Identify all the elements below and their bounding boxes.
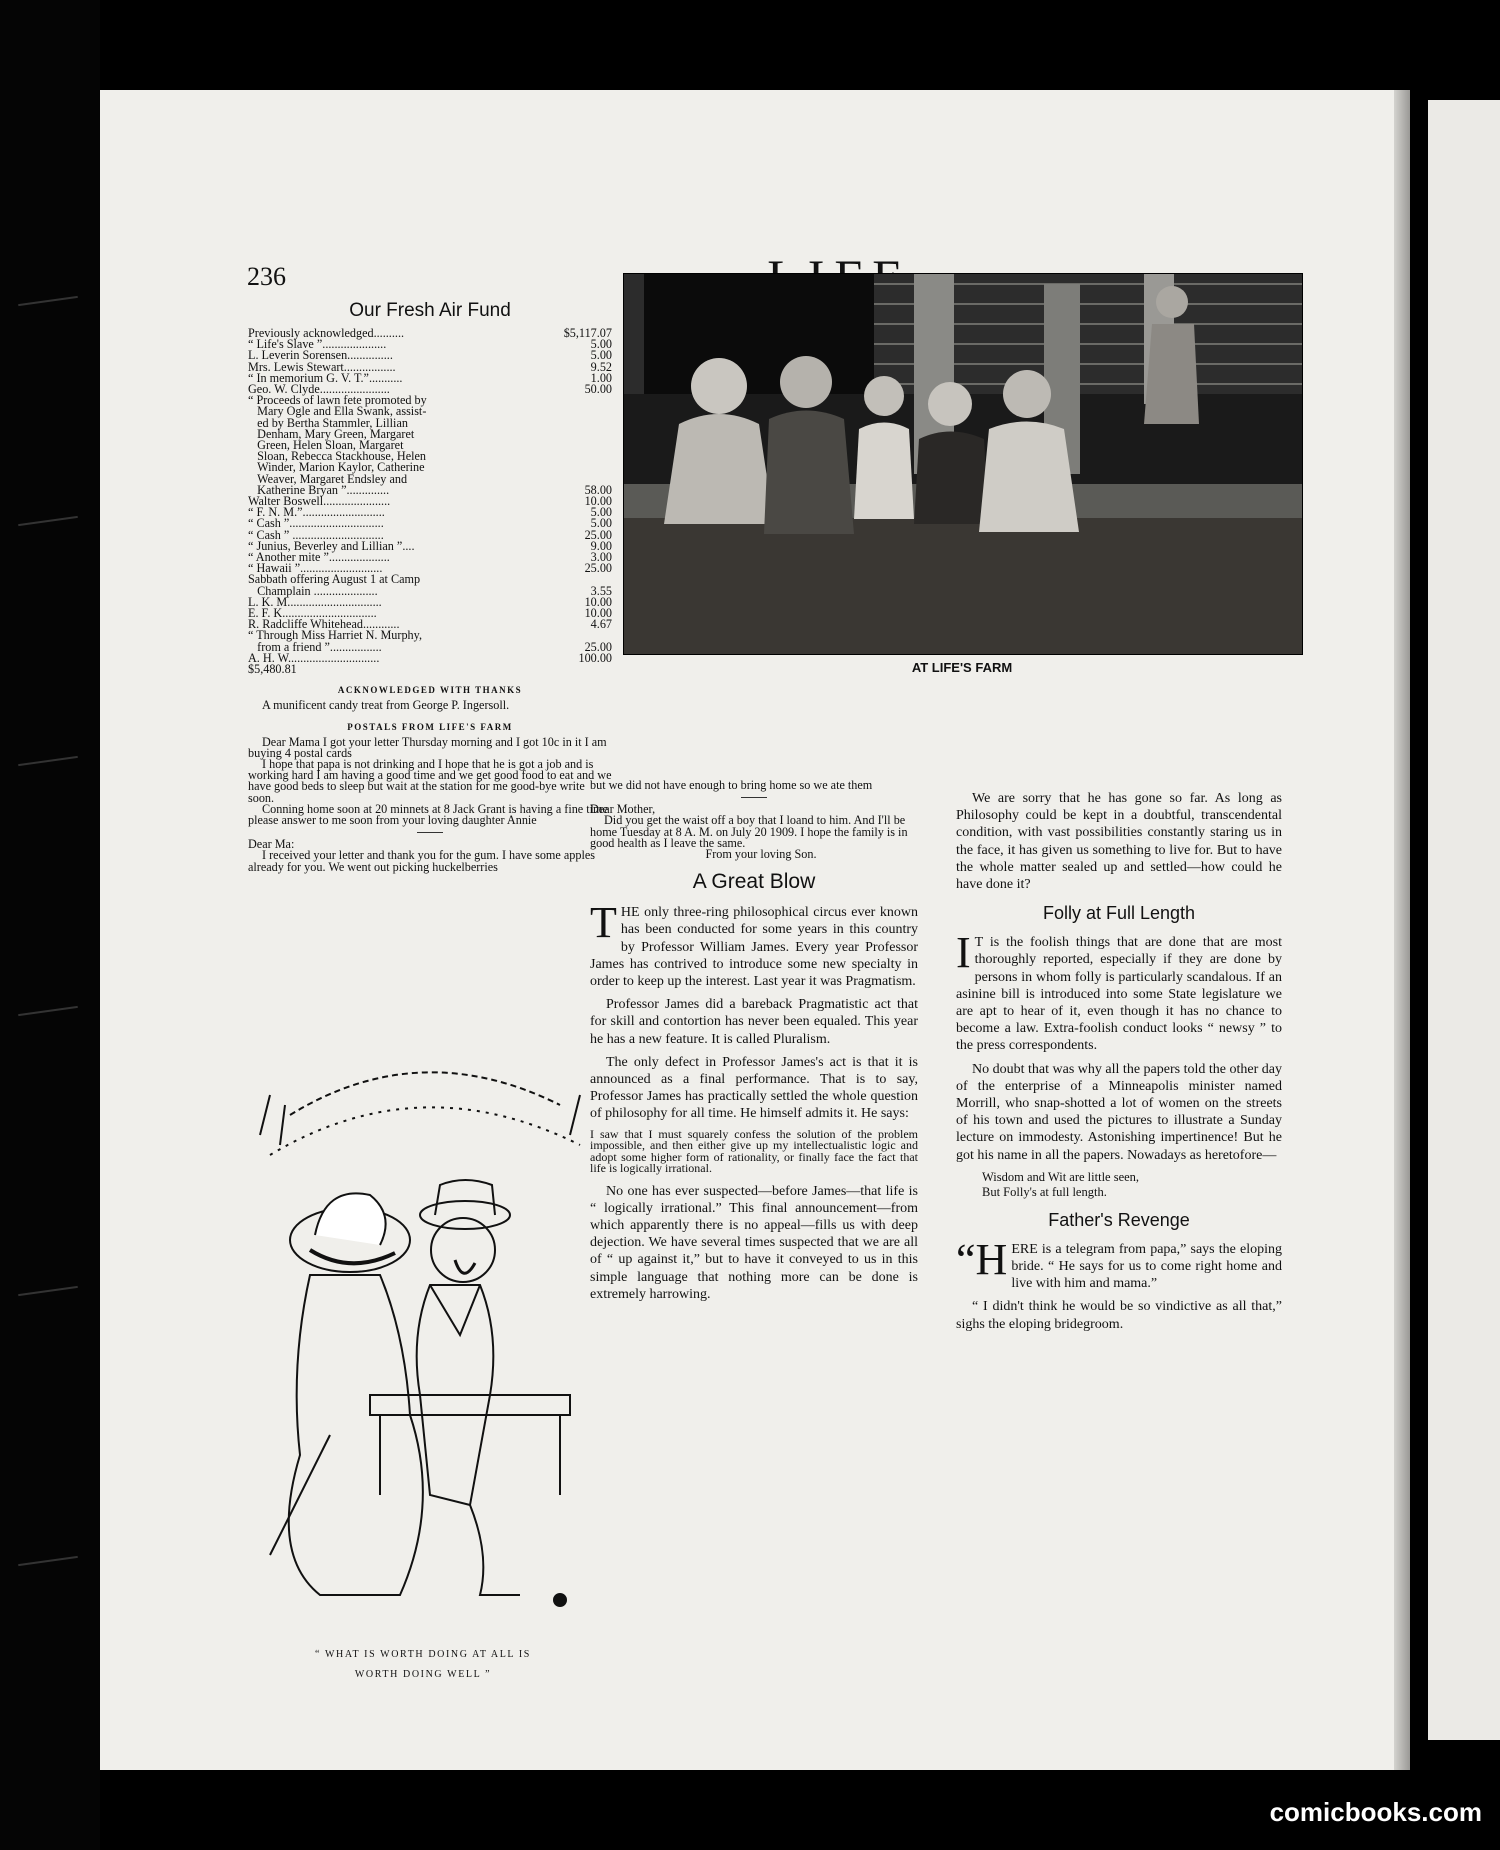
postal-1-para: Conning home soon at 20 minnets at 8 Jack Grant is having a fine time please answer to me soon from your loving daughter Annie: [248, 801, 608, 827]
article-paragraph: “ I didn't think he would be so vindictive as all that,” sighs the eloping bridegroom.: [956, 1299, 1282, 1332]
fund-donor: Mrs. Lewis Stewart.................: [248, 359, 396, 374]
article-paragraph: We are sorry that he has gone so far. As long as Philosophy could be kept in a doubtful, transcendental condition, with vast possibilities constantly staring us in the face, it has given us something to live for. But to have the whole matter sealed up and settled—how could he have done it?: [956, 791, 1282, 893]
folly-column: [956, 790, 1282, 1339]
fund-amount: 1.00: [590, 370, 612, 385]
fund-donor: L. Leverin Sorensen...............: [248, 348, 393, 363]
fund-donor: “ Hawaii ”...........................: [248, 561, 383, 576]
fund-list: [248, 328, 612, 664]
article-paragraph: No doubt that was why all the papers told the other day of the enterprise of a Minneapolis minister named Morrill, who snap-shotted a lot of women on the streets of his town and used the pictures to illustrate a Sunday lecture on immodesty. Astonishing impertinence! But he got his name in all the papers. Nowadays as heretofore—: [956, 1061, 1282, 1163]
fund-donor: “ In memorium G. V. T.”...........: [248, 370, 403, 385]
fund-amount: 25.00: [584, 527, 612, 542]
drop-cap: “H: [956, 1234, 1008, 1284]
fund-amount: 3.00: [590, 550, 612, 565]
great-blow-column: [590, 780, 918, 1309]
cartoon-caption-line: WORTH DOING WELL ”: [354, 1669, 492, 1680]
fund-donor: A. H. W..............................: [248, 650, 380, 665]
article-title: A Great Blow: [692, 870, 816, 894]
divider: [417, 832, 443, 833]
block-quote: I saw that I must squarely confess the solution of the problem impossible, and then either give up my intellectualistic logic and adopt some higher form of rationality, or finally face the fact that life is logically irrational.: [590, 1126, 918, 1176]
postal-3-text: Did you get the waist off a boy that I loand to him. And I'll be home Tuesday at 8 A. M. on July 20 1909. I hope the family is in good health as I leave the same.: [590, 813, 908, 850]
cartoon-caption: [228, 1645, 618, 1685]
fund-donor: “ Junius, Beverley and Lillian ”....: [248, 538, 415, 553]
fund-donor: “ F. N. M.”...........................: [248, 505, 385, 520]
fund-donor: Walter Boswell......................: [248, 494, 391, 509]
fund-total: $5,480.81: [248, 662, 297, 677]
cartoon-illustration: [230, 1035, 610, 1635]
verse: [982, 1170, 1282, 1200]
drop-cap: T: [590, 898, 617, 948]
fund-amount: 5.00: [590, 505, 612, 520]
fund-amount: 25.00: [584, 639, 612, 654]
page-spine-shadow: [1394, 90, 1410, 1770]
verse-line: Wisdom and Wit are little seen,: [982, 1169, 1140, 1184]
fund-donor: “ Cash ”...............................: [248, 516, 384, 531]
fund-donor: R. Radcliffe Whitehead............: [248, 617, 400, 632]
divider: [741, 797, 767, 798]
postal-1-para: Dear Mama I got your letter Thursday morning and I got 10c in it I am buying 4 postal cards: [248, 734, 607, 760]
article-paragraph: No one has ever suspected—before James—that life is “ logically irrational.” This final announcement—from which apparently there is no appeal—fills us with deep dejection. We have several times suspected that we are all of “ up against it,” but to have it conveyed to us in this simple language that nothing more can be done is extremely harrowing.: [590, 1183, 918, 1302]
page-number: 236: [247, 262, 286, 291]
fund-amount: 5.00: [590, 516, 612, 531]
revenge-title: Father's Revenge: [1048, 1209, 1190, 1230]
article-paragraph: “HERE is a telegram from papa,” says the eloping bride. “ He says for us to come right home and live with him and mama.”: [956, 1234, 1282, 1292]
postal-3-salutation: Dear Mother,: [590, 802, 656, 817]
next-page-edge: [1428, 100, 1500, 1740]
fund-amount: 10.00: [584, 494, 612, 509]
fund-amount: 58.00: [584, 482, 612, 497]
fund-amount: 9.00: [590, 538, 612, 553]
cartoon-caption-line: “ WHAT IS WORTH DOING AT ALL IS: [315, 1649, 531, 1660]
article-paragraph: Professor James did a bareback Pragmatistic act that for skill and contortion has never been equaled. This year he has a new feature. It is called Pluralism.: [590, 997, 918, 1047]
fund-row: [248, 630, 612, 652]
fund-amount: $5,117.07: [563, 326, 612, 340]
children-photo-illustration: [624, 274, 1302, 654]
article-paragraph: The only defect in Professor James's act is that it is announced as a final performance. That is to say, Professor James has practically settled the whole question of philosophy for all time. He himself admits it. He says:: [590, 1054, 918, 1122]
fund-amount: 5.00: [590, 348, 612, 363]
fund-donor: L. K. M...............................: [248, 594, 382, 609]
drop-cap: I: [956, 928, 971, 978]
postal-2-text: I received your letter and thank you for the gum. I have some apples already for you. We went out picking huckelberries: [248, 848, 596, 874]
folly-title: Folly at Full Length: [1042, 903, 1196, 924]
fund-amount: 5.00: [590, 337, 612, 352]
fund-amount: 4.67: [590, 617, 612, 632]
postals-heading: POSTALS FROM LIFE'S FARM: [347, 721, 513, 732]
fund-row: [248, 395, 612, 496]
postal-2-continued: but we did not have enough to bring home so we ate them: [590, 778, 873, 792]
fund-donor: “ Proceeds of lawn fete promoted by Mary Ogle and Ella Swank, assist- ed by Bertha Stammler, Lillian Denham, Mary Green, Margaret Green, Helen Sloan, Margaret Sloan, Rebecca Stackhouse, Helen Winder, Marion Kaylor, Catherine Weaver, Margaret Endsley and Katherine Bryan ”..............: [248, 393, 427, 497]
fund-donor: “ Another mite ”....................: [248, 550, 390, 565]
article-paragraph: THE only three-ring philosophical circus ever known has been conducted for some years in this country by Professor William James. Every year Professor James has contrived to introduce some new specialty in order to keep up the interest. Last year it was Pragmatism.: [590, 898, 918, 990]
ack-heading: ACKNOWLEDGED WITH THANKS: [337, 685, 523, 696]
photo-caption: AT LIFE'S FARM: [911, 660, 1013, 675]
fund-donor: “ Cash ” ..............................: [248, 527, 384, 542]
fund-amount: 10.00: [584, 594, 612, 609]
article-paragraph: I T is the foolish things that are done that are most thoroughly reported, especially if they are done by persons in whom folly is particularly scandalous. If an asinine bill is introduced into some State legislature we are apt to hear of it, even though it has no chance to become a law. Extra-foolish conduct looks “ newsy ” to the press correspondents.: [956, 928, 1282, 1054]
verse-line: But Folly's at full length.: [982, 1184, 1107, 1199]
scan-background: [0, 0, 100, 1850]
ack-text: A munificent candy treat from George P. Ingersoll.: [262, 698, 510, 713]
fund-amount: 10.00: [584, 606, 612, 621]
fund-amount: 3.55: [590, 583, 612, 598]
fresh-air-fund-column: [248, 300, 612, 873]
fund-row: [248, 574, 612, 596]
postal-2-salutation: Dear Ma:: [248, 837, 295, 852]
fund-row: [248, 650, 612, 665]
couple-on-bench-drawing: [230, 1035, 610, 1635]
fund-donor: “ Through Miss Harriet N. Murphy, from a friend ”.................: [248, 628, 422, 654]
fund-donor: Sabbath offering August 1 at Camp Champlain .....................: [248, 572, 421, 598]
magazine-page: [100, 90, 1410, 1770]
site-watermark: comicbooks.com: [1269, 1797, 1482, 1827]
postal-3-sign: From your loving Son.: [705, 847, 817, 862]
farm-photograph: [623, 273, 1303, 655]
fund-amount: 25.00: [584, 561, 612, 576]
fund-amount: 9.52: [590, 359, 612, 374]
fund-title: Our Fresh Air Fund: [349, 300, 511, 321]
fund-amount: 50.00: [584, 382, 612, 397]
fund-donor: “ Life's Slave ”.....................: [248, 337, 387, 352]
fund-donor: Geo. W. Clyde.......................: [248, 382, 390, 397]
postal-letter-1: [248, 734, 612, 874]
fund-donor: Previously acknowledged..........: [248, 326, 405, 340]
fund-donor: E. F. K...............................: [248, 606, 377, 621]
fund-amount: 100.00: [578, 650, 612, 665]
postal-1-para: I hope that papa is not drinking and I hope that he is got a job and is working hard I am having a good time and we get good food to eat and we have good beds to sleep but wait at the station for me good-bye write soon.: [248, 756, 612, 805]
